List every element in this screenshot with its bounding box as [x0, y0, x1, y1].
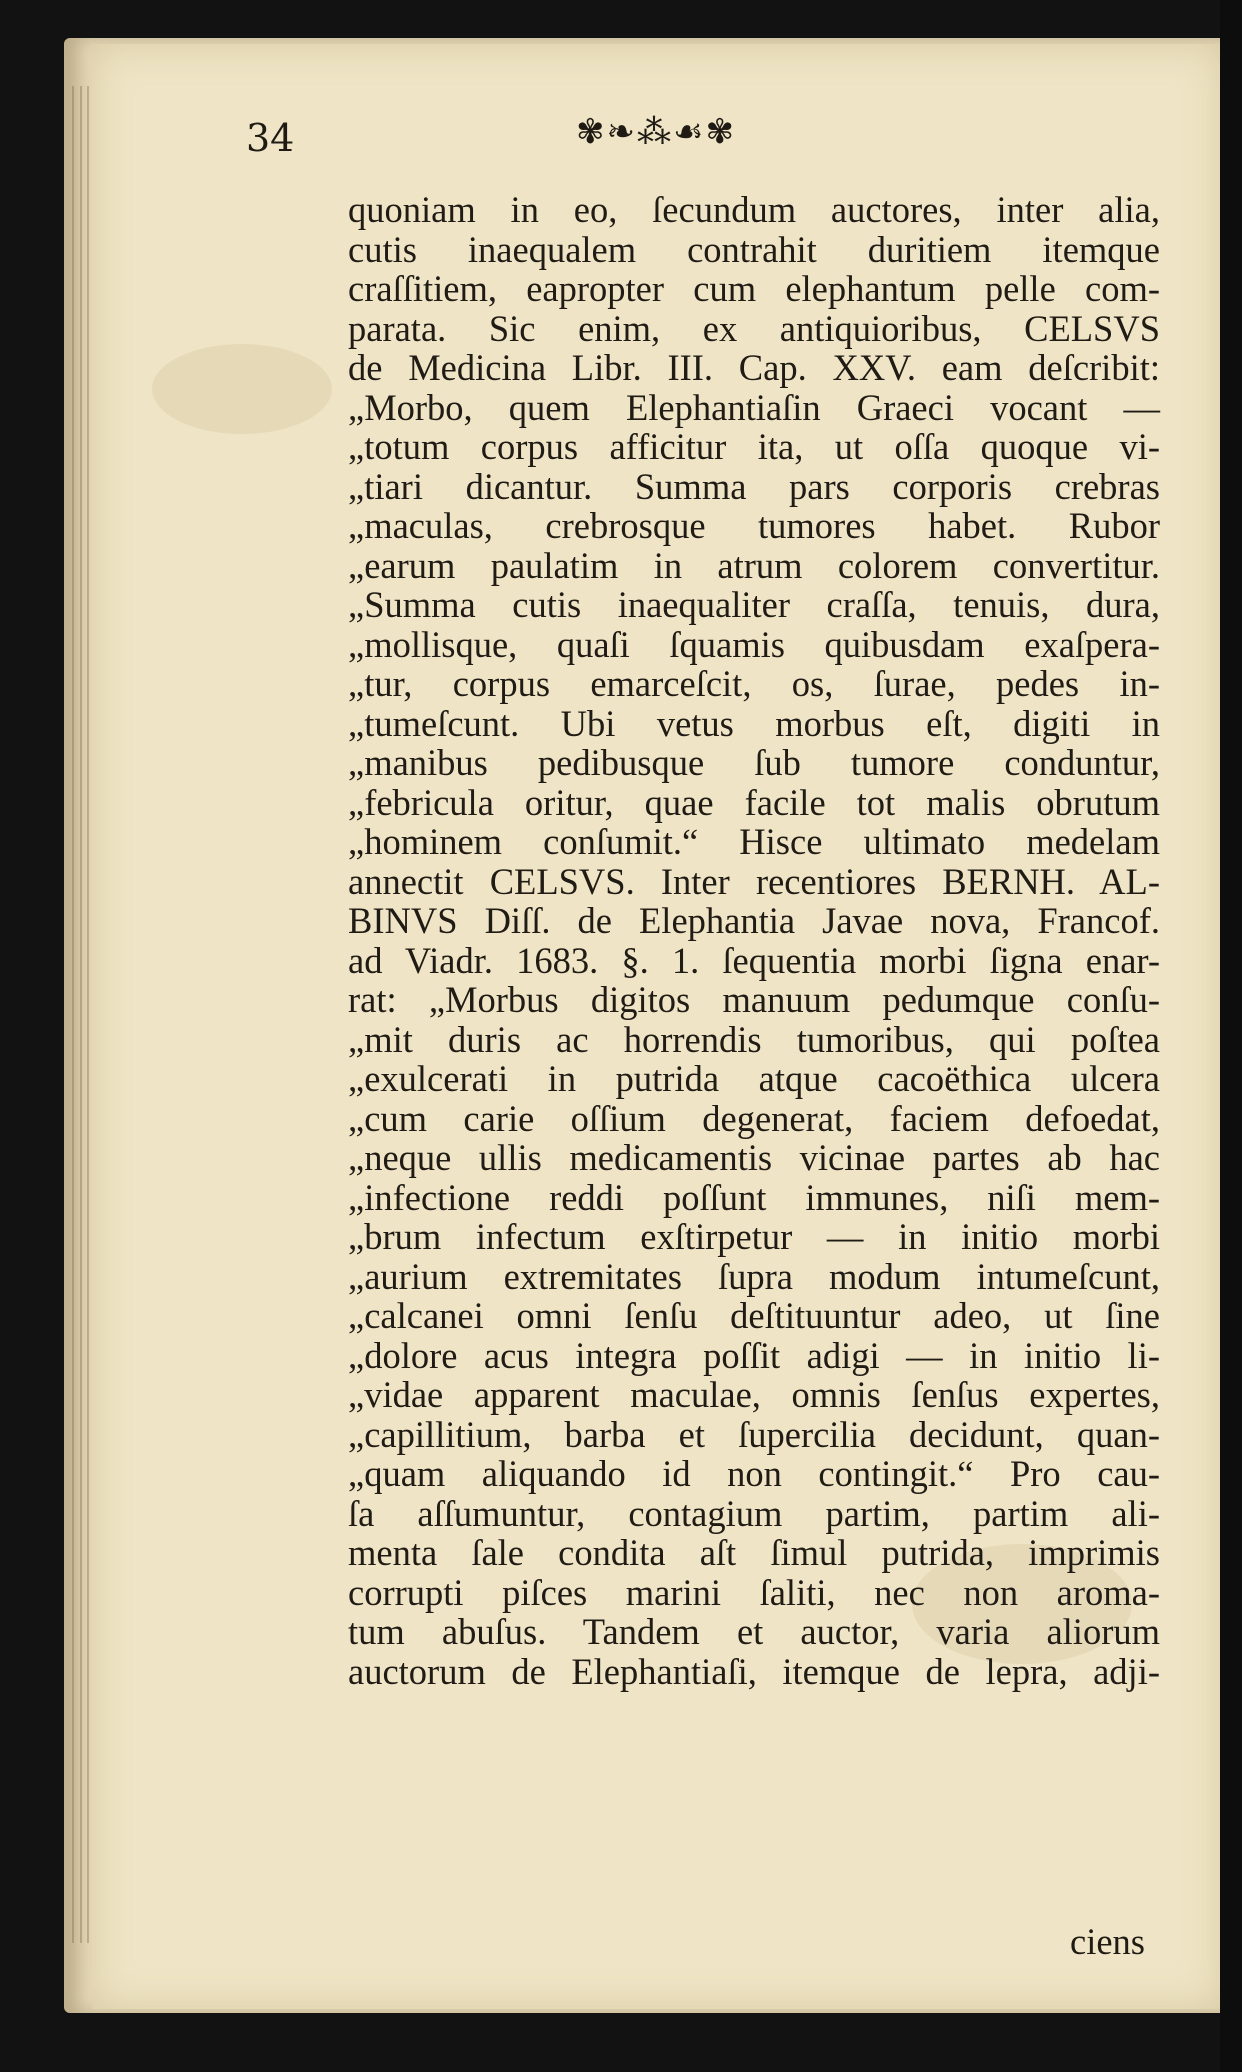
text-line: „neque ullis medicamentis vicinae partes ab hac — [348, 1137, 1160, 1178]
text-line: „tur, corpus emarceſcit, os, ſurae, pedes in- — [348, 663, 1160, 704]
text-line: „febricula oritur, quae facile tot malis obrutum — [348, 781, 1160, 823]
text-line: „mollisque, quaſi ſquamis quibusdam exaſpera- — [348, 623, 1160, 665]
text-line: „brum infectum exſtirpetur — in initio morbi — [348, 1216, 1160, 1257]
text-line: „Morbo, quem Elephantiaſin Graeci vocant — — [348, 386, 1160, 428]
text-line: „infectione reddi poſſunt immunes, niſi mem- — [348, 1176, 1160, 1218]
text-line: „dolore acus integra poſſit adigi — in initio li- — [348, 1334, 1160, 1376]
text-line: „tiari dicantur. Summa pars corporis crebras — [348, 465, 1160, 507]
text-line: „mit duris ac horrendis tumoribus, qui poſtea — [348, 1018, 1160, 1060]
text-line: craſſitiem, eapropter cum elephantum pelle com- — [348, 268, 1160, 309]
page-number: 34 — [246, 116, 295, 160]
text-line: BINVS Diſſ. de Elephantia Javae nova, Francof. — [348, 900, 1160, 941]
text-line: „quam aliquando id non contingit.“ Pro cau- — [348, 1453, 1160, 1494]
text-line: „capillitium, barba et ſupercilia decidunt, quan- — [348, 1413, 1160, 1455]
text-line: „aurium extremitates ſupra modum intumeſcunt, — [348, 1255, 1160, 1297]
page-header — [246, 108, 1146, 168]
text-line: „vidae apparent maculae, omnis ſenſus expertes, — [348, 1374, 1160, 1415]
page-edge-line — [80, 86, 82, 1943]
page-edge-line — [72, 86, 74, 1943]
text-line: „maculas, crebrosque tumores habet. Rubor — [348, 505, 1160, 546]
text-line: parata. Sic enim, ex antiquioribus, CELSVS — [348, 307, 1160, 349]
text-line: „exulcerati in putrida atque cacoëthica ulcera — [348, 1058, 1160, 1099]
text-line: corrupti piſces marini ſaliti, nec non aroma- — [348, 1571, 1160, 1613]
text-line: ſa aſſumuntur, contagium partim, partim ali- — [348, 1492, 1160, 1534]
text-line: rat: „Morbus digitos manuum pedumque conſu- — [348, 979, 1160, 1020]
paper-stain — [152, 344, 332, 434]
text-line: annectit CELSVS. Inter recentiores BERNH. AL- — [348, 860, 1160, 902]
page-edge-line — [87, 86, 89, 1943]
text-line: „earum paulatim in atrum colorem convertitur. — [348, 544, 1160, 586]
text-line: „cum carie oſſium degenerat, faciem defoedat, — [348, 1097, 1160, 1139]
text-line: „calcanei omni ſenſu deſtituuntur adeo, ut ſine — [348, 1295, 1160, 1336]
text-line: „totum corpus afficitur ita, ut oſſa quoque vi- — [348, 426, 1160, 467]
text-line: „hominem conſumit.“ Hisce ultimato medelam — [348, 821, 1160, 862]
text-line: cutis inaequalem contrahit duritiem itemque — [348, 228, 1160, 270]
text-line: ad Viadr. 1683. §. 1. ſequentia morbi ſigna enar- — [348, 939, 1160, 981]
text-line: auctorum de Elephantiaſi, itemque de lepra, adji- — [348, 1650, 1160, 1692]
body-text — [348, 190, 1160, 1691]
background-edge — [1220, 0, 1242, 2072]
text-line: „Summa cutis inaequaliter craſſa, tenuis, dura, — [348, 584, 1160, 625]
catchword: ciens — [1070, 1921, 1145, 1962]
text-line: de Medicina Libr. III. Cap. XXV. eam deſcribit: — [348, 347, 1160, 388]
text-line: tum abuſus. Tandem et auctor, varia aliorum — [348, 1611, 1160, 1652]
ornament-icon: ✾❧⁂☙✾ — [576, 112, 736, 152]
text-line: „manibus pedibusque ſub tumore conduntur, — [348, 742, 1160, 783]
text-line: „tumeſcunt. Ubi vetus morbus eſt, digiti in — [348, 702, 1160, 744]
text-line: menta ſale condita aſt ſimul putrida, imprimis — [348, 1532, 1160, 1573]
text-line: quoniam in eo, ſecundum auctores, inter alia, — [348, 189, 1160, 230]
